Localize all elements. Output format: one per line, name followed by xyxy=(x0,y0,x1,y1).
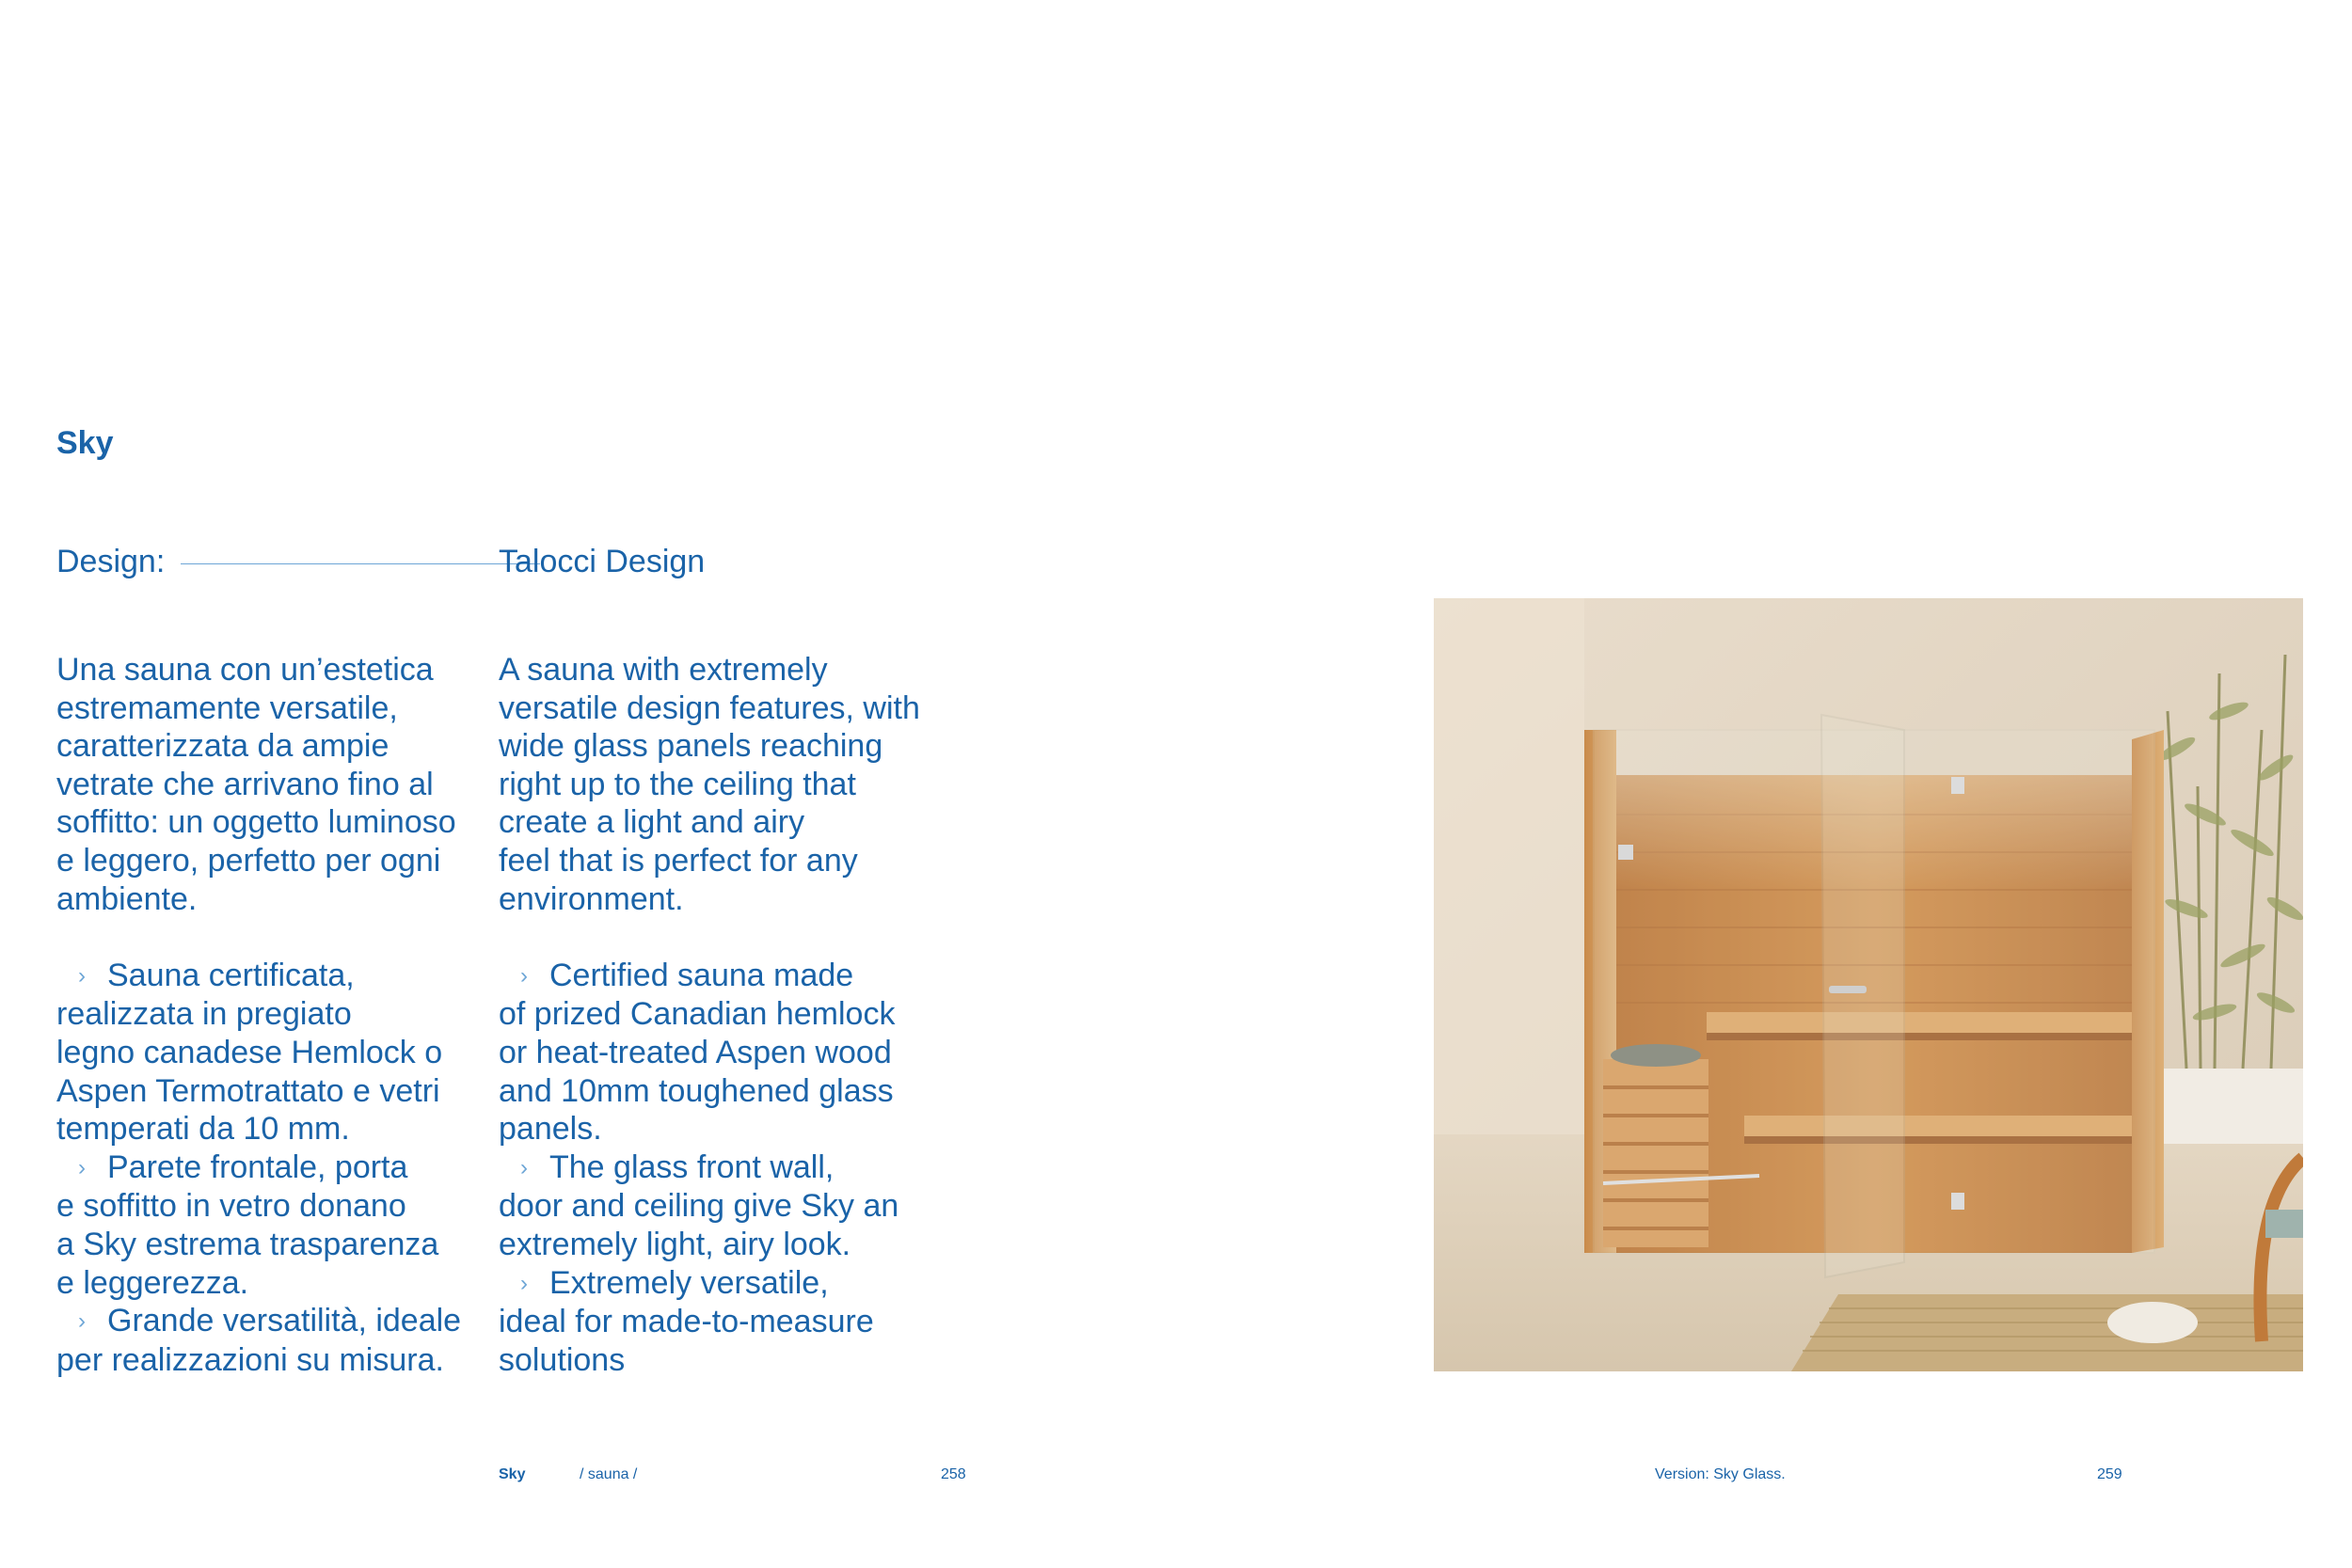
chevron-right-icon: › xyxy=(78,962,86,989)
page-number-right: 259 xyxy=(2097,1466,2122,1482)
italian-bullet xyxy=(56,1302,508,1379)
footer-section: / sauna / xyxy=(580,1466,638,1482)
designer-label: Design: xyxy=(56,544,166,579)
english-bullet-text: Certified sauna made of prized Canadian hemlock or heat-treated Aspen wood and 10mm toughened glass panels. xyxy=(499,957,896,1148)
sauna-photo xyxy=(1434,598,2303,1371)
page-number-left: 258 xyxy=(941,1466,966,1482)
designer-value: Talocci Design xyxy=(499,544,706,579)
sauna-illustration xyxy=(1434,598,2303,1371)
italian-bullet xyxy=(56,1148,508,1302)
italian-bullet-text: Sauna certificata, realizzata in pregiato legno canadese Hemlock o Aspen Termotrattato e vetri temperati da 10 mm. xyxy=(56,957,443,1148)
italian-bullet-text: Grande versatilità, ideale per realizzazioni su misura. xyxy=(56,1303,462,1378)
english-bullet-text: The glass front wall, door and ceiling give Sky an extremely light, airy look. xyxy=(499,1148,899,1262)
english-bullet xyxy=(499,957,950,1148)
photo-caption: Version: Sky Glass. xyxy=(1655,1466,1786,1482)
chevron-right-icon: › xyxy=(520,962,528,989)
chevron-right-icon: › xyxy=(78,1308,86,1335)
english-text-column xyxy=(499,651,950,1379)
italian-bullet-text: Parete frontale, porta e soffitto in vetro donano a Sky estrema trasparenza e leggerezza. xyxy=(56,1148,439,1301)
italian-text-column xyxy=(56,651,508,1379)
designer-row xyxy=(56,538,809,585)
chevron-right-icon: › xyxy=(520,1270,528,1296)
chevron-right-icon: › xyxy=(520,1154,528,1180)
italian-intro: Una sauna con un’estetica estremamente versatile, caratterizzata da ampie vetrate che arrivano fino al soffitto: un oggetto luminoso e leggero, perfetto per ogni ambiente. xyxy=(56,652,456,917)
chevron-right-icon: › xyxy=(78,1154,86,1180)
footer-title: Sky xyxy=(499,1466,526,1482)
english-intro: A sauna with extremely versatile design features, with wide glass panels reaching right up to the ceiling that create a light and airy feel that is perfect for any environment. xyxy=(499,652,920,917)
english-bullet xyxy=(499,1148,950,1264)
italian-bullet xyxy=(56,957,508,1148)
english-bullet xyxy=(499,1264,950,1380)
page-title: Sky xyxy=(56,425,114,461)
english-bullet-text: Extremely versatile, ideal for made-to-measure solutions xyxy=(499,1264,874,1378)
designer-divider-line xyxy=(181,563,540,564)
